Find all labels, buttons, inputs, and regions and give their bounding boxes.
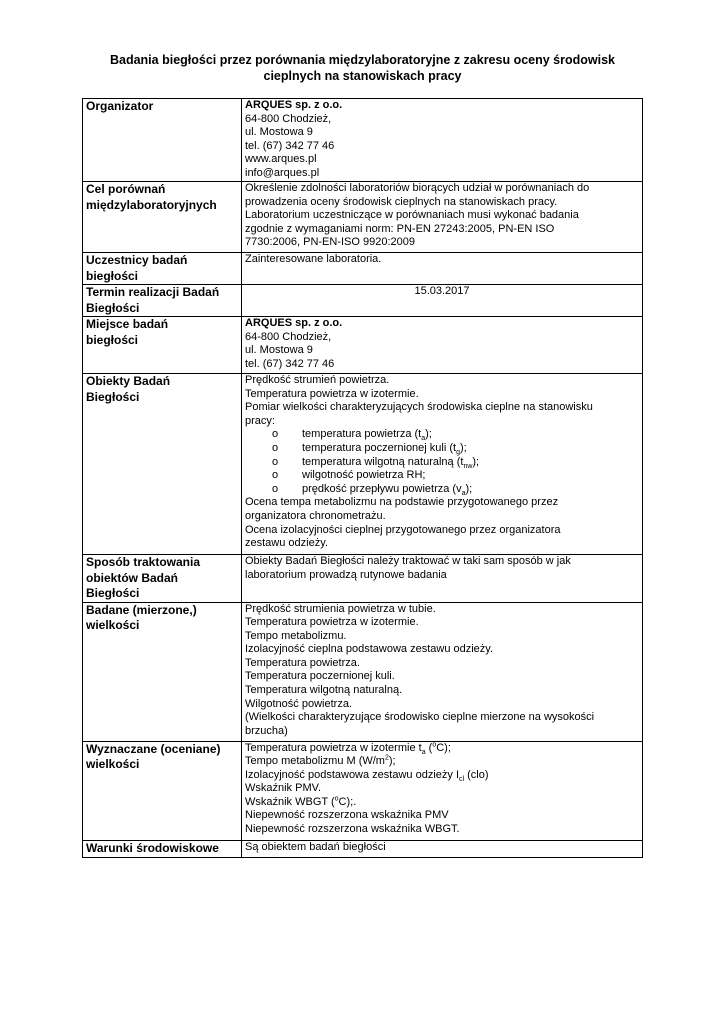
row-determined (83, 741, 643, 840)
row-label-term: Termin realizacji Badań Biegłości (83, 285, 242, 317)
row-measured (83, 602, 643, 741)
row-organizer (83, 99, 643, 182)
measured-text: Prędkość strumienia powietrza w tubie. Temperatura powietrza w izotermie. Tempo metabolizmu. Izolacyjność cieplna podstawowa zestawu odzieży. Temperatura powietrza. Temperatura poczernionej kuli. Temperatura wilgotną naturalną. Wilgotność powietrza. (Wielkości charakteryzujące środowisko cieplne mierzone na wysokości brzucha) (242, 602, 643, 741)
row-label-place: Miejsce badań biegłości (83, 317, 242, 374)
row-label-measured: Badane (mierzone,) wielkości (83, 602, 242, 741)
list-item: o wilgotność powietrza RH; (272, 469, 426, 482)
place-postal: 64-800 Chodzież, (245, 330, 332, 343)
place-street: ul. Mostowa 9 (245, 344, 313, 357)
place-name: ARQUES sp. z o.o. (245, 317, 343, 329)
row-place (83, 317, 643, 374)
row-label-organizer: Organizator (83, 99, 242, 182)
row-label-determined: Wyznaczane (oceniane) wielkości (83, 741, 242, 840)
organizer-details (242, 99, 643, 182)
organizer-phone: tel. (67) 342 77 46 (245, 139, 335, 152)
list-item: o temperatura powietrza $(t_a)$; (272, 428, 432, 443)
bullet-icon: o (272, 482, 279, 495)
row-treatment (83, 555, 643, 603)
organizer-website: www.arques.pl (245, 153, 317, 166)
place-details (242, 317, 643, 374)
row-label-conditions: Warunki środowiskowe (83, 840, 242, 857)
organizer-postal: 64-800 Chodzież, (245, 112, 332, 125)
participants-text: Zainteresowane laboratoria. (242, 253, 643, 285)
row-conditions (83, 840, 643, 857)
row-goal (83, 182, 643, 253)
row-label-treatment: Sposób traktowania obiektów Badań Biegłości (83, 555, 242, 603)
objects-text: Prędkość strumień powietrza. Temperatura powietrza w izotermie. Pomiar wielkości charakteryzujących środowiska cieplne na stanowisku pracy: o temperatura powietrza $(t_a)$; o temperatura poczernionej kuli $(t_g)$; o temperatura wilgotną naturalną $(t_{nw})$; o wilgotność powietrza RH; o prędkość przepływu powietrza $(v_a)$; Ocena tempa metabolizmu na podstawie przygotowanego przez organizatora chronometrażu. Ocena izolacyjności cieplnej przygotowanego przez organizatora zestawu odzieży. (242, 374, 643, 555)
row-term (83, 285, 643, 317)
list-item: o prędkość przepływu powietrza $(v_a)$; (272, 482, 473, 497)
row-label-goal: Cel porównań międzylaboratoryjnych (83, 182, 242, 253)
goal-text: Określenie zdolności laboratoriów biorących udział w porównaniach do prowadzenia oceny środowisk cieplnych na stanowiskach pracy. Laboratorium uczestniczące w porównaniach musi wykonać badania zgodnie z wymaganiami norm: PN-EN 27243:2005, PN-EN ISO 7730:2006, PN-EN-ISO 9920:2009 (242, 182, 643, 253)
document-title (70, 52, 655, 84)
bullet-icon: o (272, 455, 279, 468)
organizer-email: info@arques.pl (245, 166, 320, 179)
conditions-text: Są obiektem badań biegłości (242, 840, 643, 857)
list-item: o temperatura wilgotną naturalną $(t_{nw})$; (272, 455, 480, 470)
row-label-objects: Obiekty Badań Biegłości (83, 374, 242, 555)
determined-text: Temperatura powietrza w izotermie $t_a$ ($^o$C); Tempo metabolizmu M $(W/m^2)$; Izolacyjność podstawowa zestawu odzieży $I_{cl}$ (clo) Wskaźnik PMV. Wskaźnik WBGT ($^o$C);. Niepewność rozszerzona wskaźnika PMV Niepewność rozszerzona wskaźnika WBGT. (242, 741, 643, 840)
treatment-text: Obiekty Badań Biegłości należy traktować w taki sam sposób w jak laboratorium prowadzą rutynowe badania (242, 555, 643, 603)
row-participants (83, 253, 643, 285)
title-line-2: cieplnych na stanowiskach pracy (263, 69, 462, 83)
title-line-1: Badania biegłości przez porównania międzylaboratoryjne z zakresu oceny środowisk (109, 53, 615, 67)
organizer-street: ul. Mostowa 9 (245, 126, 313, 139)
bullet-icon: o (272, 428, 279, 441)
info-table (82, 98, 643, 858)
term-date: 15.03.2017 (242, 285, 643, 317)
row-objects (83, 374, 643, 555)
bullet-icon: o (272, 469, 279, 482)
row-label-participants: Uczestnicy badań biegłości (83, 253, 242, 285)
list-item: o temperatura poczernionej kuli $(t_g)$; (272, 441, 467, 457)
bullet-icon: o (272, 441, 279, 454)
place-phone: tel. (67) 342 77 46 (245, 357, 335, 370)
organizer-name: ARQUES sp. z o.o. (245, 99, 343, 111)
